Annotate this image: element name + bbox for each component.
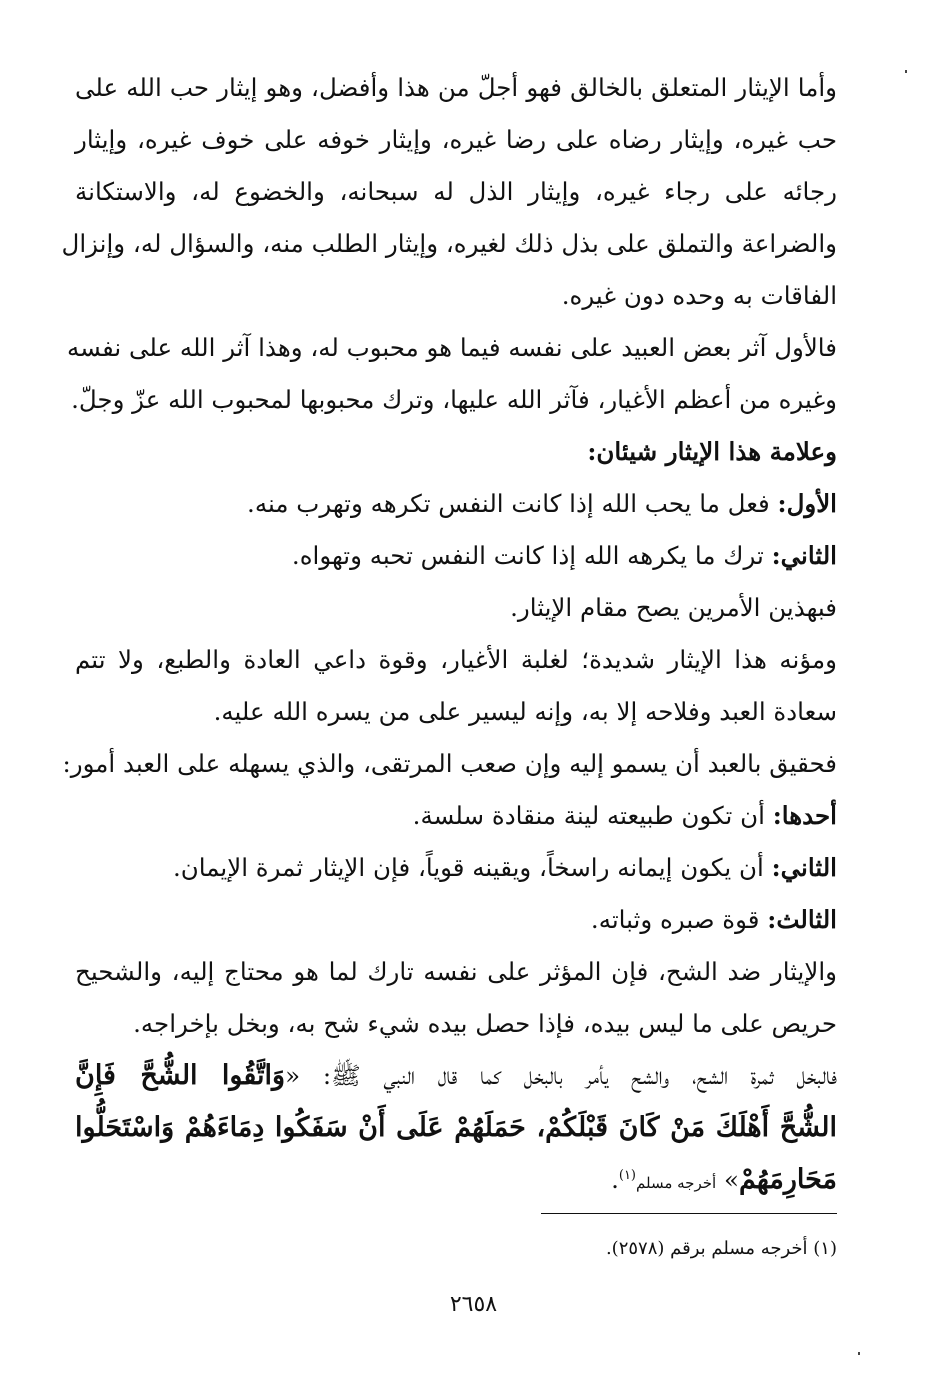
section-heading: وعلامة هذا الإيثار شيئان: [587,437,837,466]
list-item-text: ترك ما يكرهه الله إذا كانت النفس تحبه وتهواه. [291,541,772,570]
paragraph-line: وغيره من أعظم الأغيار، فآثر الله عليها، وترك محبوبها لمحبوب الله عزّ وجلّ. [71,385,837,414]
paragraph-line: فبهذين الأمرين يصح مقام الإيثار. [510,593,837,622]
list-item [75,478,837,530]
list-item [75,894,837,946]
list-item-text: فعل ما يحب الله إذا كانت النفس تكرهه وتهرب منه. [247,489,778,518]
paragraph-line: وأما الإيثار المتعلق بالخالق فهو أجلّ من هذا وأفضل، وهو إيثار حب الله على [75,73,837,102]
citation-note: أخرجه مسلم [636,1174,717,1192]
quote-close: » [716,1165,739,1194]
list-item [75,530,837,582]
hadith-quote-line: الشُّحَّ أَهْلَكَ مَنْ كَانَ قَبْلَكُمْ، حَمَلَهُمْ عَلَى أَنْ سَفَكُوا دِمَاءَهُمْ وَاسْتَحَلُّوا [75,1112,837,1143]
list-item-text: أن يكون إيمانه راسخاً، ويقينه قوياً، فإن الإيثار ثمرة الإيمان. [173,853,772,882]
scan-speck [905,70,907,73]
hadith-intro: فالبخل ثمرة الشح، والشح يأمر بالبخل كما قال النبي ﷺ: « [285,1061,838,1090]
page-body [61,62,838,1206]
paragraph-line: فالأول آثر بعض العبيد على نفسه فيما هو محبوب له، وهذا آثر الله على نفسه [66,333,837,362]
list-item-lead: الثالث: [767,905,837,934]
paragraph-line: فحقيق بالعبد أن يسمو إليه وإن صعب المرتقى، والذي يسهله على العبد أمور: [62,749,837,778]
paragraph-line: والضراعة والتملق على بذل ذلك لغيره، وإيثار الطلب منه، والسؤال له، وإنزال [61,229,837,258]
hadith-quote: وَاتَّقُوا الشُّحَّ فَإِنَّ [75,1060,286,1091]
list-item-lead: الأول: [777,489,837,518]
paragraph-line: حب غيره، وإيثار رضاه على رضا غيره، وإيثار خوفه على خوف غيره، وإيثار [75,125,837,154]
hadith-quote: مَحَارِمَهُمْ [738,1164,837,1195]
paragraph-line: رجائه على رجاء غيره، وإيثار الذل له سبحانه، والخضوع له، والاستكانة [75,177,837,206]
paragraph-line: والإيثار ضد الشح، فإن المؤثر على نفسه تارك لما هو محتاج إليه، والشحيح [75,957,837,986]
hadith-line [75,1154,837,1206]
scan-speck [858,1352,860,1355]
paragraph-line: سعادة العبد وفلاحه إلا به، وإنه ليسير على من يسره الله عليه. [213,697,837,726]
footnote-divider [541,1213,837,1214]
page-number: ٢٦٥٨ [449,1292,498,1317]
footnote-ref: (١) [618,1167,636,1183]
list-item-lead: أحدها: [772,801,837,830]
list-item [75,790,837,842]
period: . [611,1165,619,1194]
footnote: (١) أخرجه مسلم برقم (٢٥٧٨). [605,1238,837,1259]
paragraph-line: الفاقات به وحده دون غيره. [561,281,837,310]
list-item-lead: الثاني: [771,853,837,882]
list-item-text: أن تكون طبيعته لينة منقادة سلسة. [412,801,773,830]
list-item [75,842,837,894]
hadith-line [75,1050,837,1102]
paragraph-line: حريص على ما ليس بيده، فإذا حصل بيده شيء شح به، وبخل بإخراجه. [133,1009,837,1038]
list-item-lead: الثاني: [771,541,837,570]
list-item-text: قوة صبره وثباته. [590,905,768,934]
paragraph-line: ومؤنه هذا الإيثار شديدة؛ لغلبة الأغيار، وقوة داعي العادة والطبع، ولا تتم [75,645,837,674]
